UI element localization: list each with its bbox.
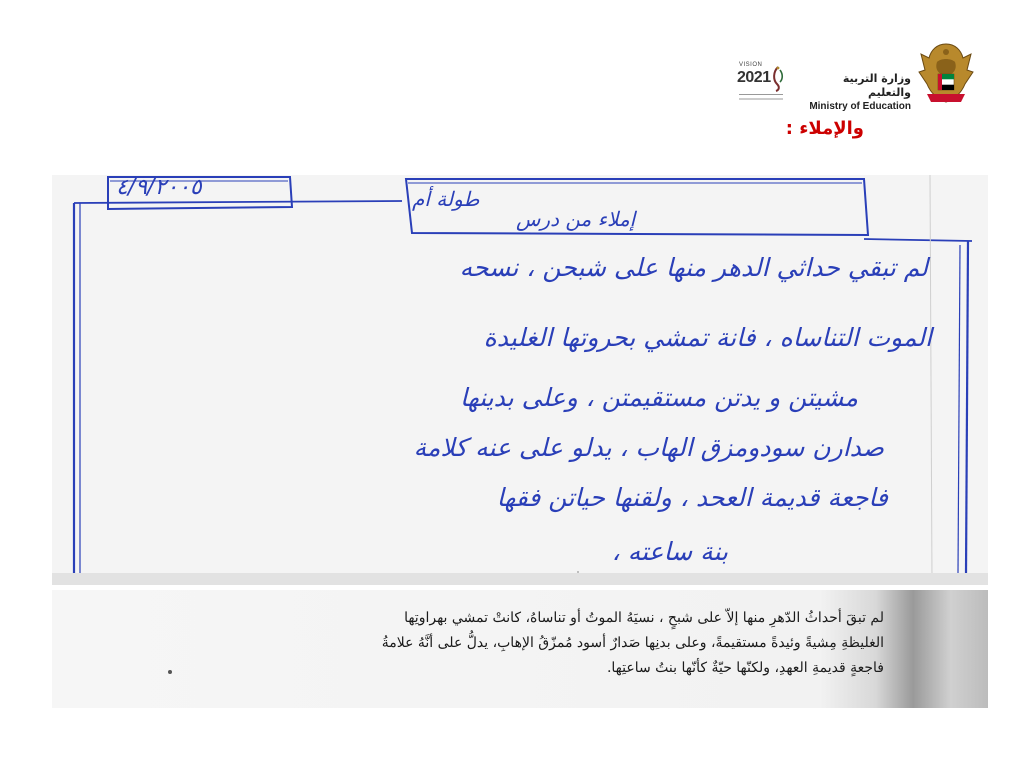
scan-paper-lines: [52, 175, 988, 585]
handwritten-line: بنة ساعته ،: [611, 537, 728, 566]
header: [735, 40, 975, 112]
uae-emblem-icon: [917, 40, 975, 106]
handwritten-heading-top: طولة أم: [412, 187, 480, 211]
vision-mark-icon: [771, 66, 785, 92]
vision-2021-logo: [735, 62, 787, 108]
handwritten-line: لم تبقي حداثي الدهر منها على شبحن ، نسحه: [459, 253, 928, 282]
ministry-name-english: Ministry of Education: [809, 101, 911, 112]
handwritten-heading-bottom: إملاء من درس: [516, 207, 636, 231]
handwritten-date: ٤/٩/٢٠٠٥: [116, 175, 202, 200]
printed-reference-text: [52, 590, 988, 708]
section-title: والإملاء :: [785, 118, 864, 139]
printed-paragraph: [164, 606, 884, 681]
printed-line: الغليظةِ مِشيةً وئيدةً مستقيمةً، وعلى بدنِها صَدارٌ أسود مُمزّقُ الإهابِ، يدلُّ على أنَّهُ علامةُ: [381, 635, 884, 651]
handwritten-line: الموت التناساه ، فانة تمشي بحروتها الغليدة: [483, 323, 932, 352]
handwritten-line: صدارن سودومزق الهاب ، يدلو على عنه كلامة: [413, 433, 884, 462]
handwritten-scan: [52, 175, 988, 585]
printed-line: فاجعةٍ قديمةِ العهدِ، ولكنّها حيّةٌ كأنّها بنتُ ساعتِها.: [606, 660, 884, 676]
scan-speck: [168, 670, 172, 674]
vision-label: VISION: [739, 62, 763, 68]
printed-line: لم تبقَ أحداثُ الدّهرِ منها إلاّ على شبحٍ ، نسيَهُ الموتُ أو تناساهُ، كانتْ تمشي بهراوتِها: [404, 610, 884, 626]
ministry-name: [799, 72, 911, 113]
handwritten-line: مشيتن و يدتن مستقيمتن ، وعلى بدينها: [460, 383, 858, 412]
vision-year: 2021: [737, 69, 771, 86]
vision-divider: [739, 94, 783, 95]
ministry-name-arabic: وزارة التربية والتعليم: [842, 72, 911, 99]
vision-tagline: [739, 98, 783, 100]
handwritten-line: فاجعة قديمة العحد ، ولقنها حياتن فقها: [496, 483, 888, 512]
